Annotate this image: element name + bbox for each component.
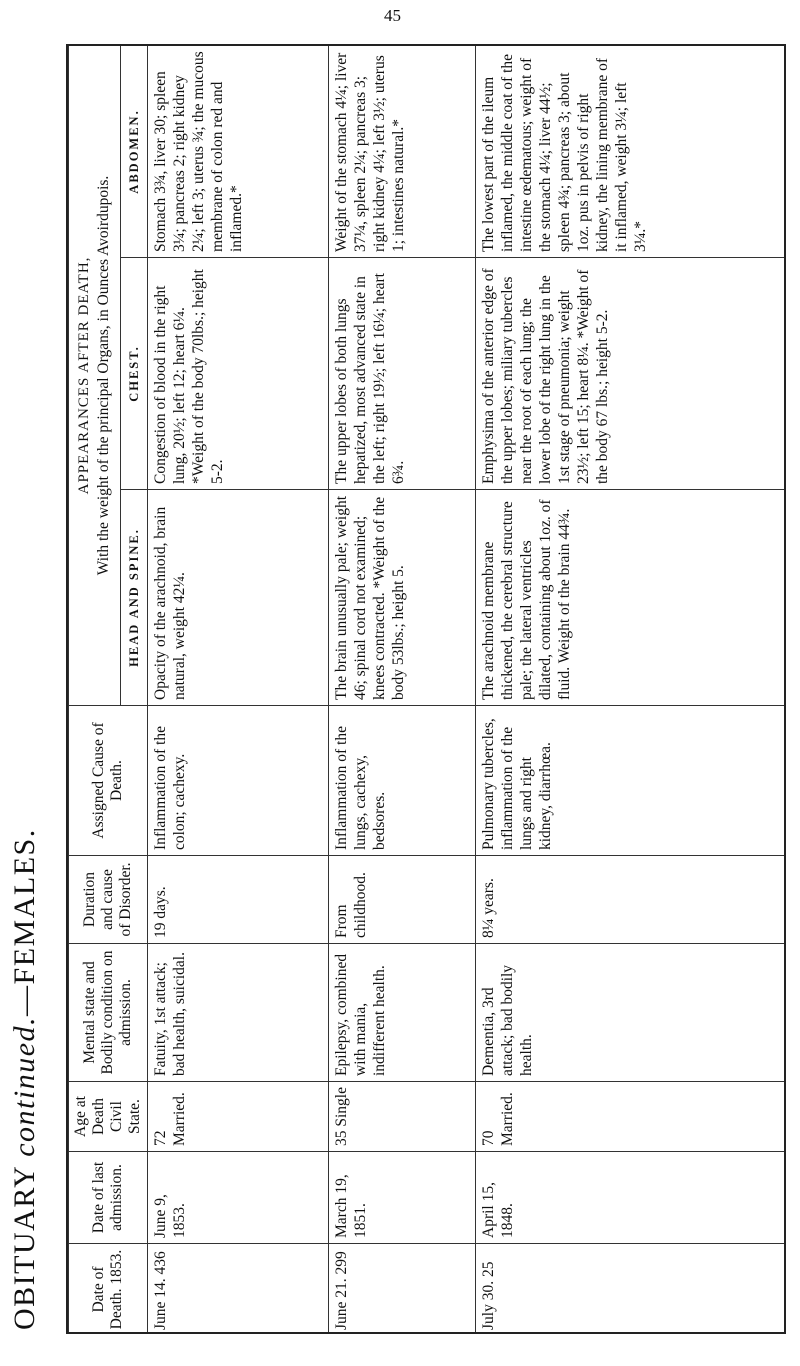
table-row <box>328 45 475 1334</box>
col-chest: CHEST. <box>120 258 147 490</box>
table-row <box>148 45 329 1334</box>
cell-chest: Congestion of blood in the right lung, 20½; left 12; heart 6¼. *Weight of the body 70lbs.; height 5-2. <box>148 258 329 490</box>
cell-mental-state: Epilepsy, combined with mania, indifferent health. <box>328 944 475 1082</box>
page-heading-text <box>8 828 42 1330</box>
cell-duration: 19 days. <box>148 856 329 944</box>
page-heading <box>0 0 54 1366</box>
col-age-state: Age at Death Civil State. <box>69 1082 148 1152</box>
cell-head-spine: The arachnoid membrane thickened, the cerebral structure pale; the lateral ventricles dilated, containing about 1oz. of fluid. Weight of the brain 44¾. <box>475 490 786 706</box>
cell-abdomen: Stomach 3¾, liver 30; spleen 3¼; pancreas 2; right kidney 2¼; left 3; uterus ¾; the mucous membrane of colon red and inflamed.* <box>148 45 329 257</box>
cell-head-spine: Opacity of the arachnoid, brain natural, weight 42¼. <box>148 490 329 706</box>
cell-chest: Emphysima of the anterior edge of the upper lobes; miliary tubercles near the root of each lung; the lower lobe of the right lung in the 1st stage of pneumonia; weight 23½; left 15; heart 8¼. *Weight of the body 67 lbs.; height 5-2. <box>475 258 786 490</box>
col-appearances <box>69 45 121 705</box>
col-last-admission: Date of last admission. <box>69 1152 148 1244</box>
cell-date-of-death: June 14. 436 <box>148 1244 329 1335</box>
appearances-title: APPEARANCES AFTER DEATH, <box>76 256 93 495</box>
col-duration: Duration and cause of Disorder. <box>69 856 148 944</box>
cell-mental-state: Fatuity, 1st attack; bad health, suicidal. <box>148 944 329 1082</box>
cell-age-state: 70 Married. <box>475 1082 786 1152</box>
col-cause: Assigned Cause of Death. <box>69 706 148 856</box>
cell-date-of-death: June 21. 299 <box>328 1244 475 1335</box>
col-mental-state: Mental state and Bodily condition on admission. <box>69 944 148 1082</box>
col-date-of-death: Date of Death. 1853. <box>69 1244 148 1335</box>
cell-abdomen: Weight of the stomach 4¼; liver 37¼, spleen 2¼; pancreas 3; right kidney 4¼; left 3½; uterus 1; intestines natural.* <box>328 45 475 257</box>
cell-mental-state: Dementia, 3rd attack; bad bodily health. <box>475 944 786 1082</box>
cell-cause: Pulmonary tubercles, inflammation of the lungs and right kidney, diarrhœa. <box>475 706 786 856</box>
cell-chest: The upper lobes of both lungs hepatized, most advanced state in the left; right 19½; left 16¼; heart 6¾. <box>328 258 475 490</box>
obituary-table-frame <box>66 44 786 1334</box>
cell-head-spine: The brain unusually pale; weight 46; spinal cord not examined; knees contracted. *Weight of the body 53lbs.; height 5. <box>328 490 475 706</box>
cell-abdomen: The lowest part of the ileum inflamed, the middle coat of the intestine œdematous; weight of the stomach 4¼; liver 44½; spleen 4¾; pancreas 3; about 1oz. pus in pelvis of right kidney, the lining membrane of it inflamed, weight 3¼; left 3¼.* <box>475 45 786 257</box>
cell-last-admission: June 9, 1853. <box>148 1152 329 1244</box>
cell-age-state: 35 Single <box>328 1082 475 1152</box>
cell-date-of-death: July 30. 25 <box>475 1244 786 1335</box>
cell-cause: Inflammation of the lungs, cachexy, bedsores. <box>328 706 475 856</box>
cell-cause: Inflammation of the colon; cachexy. <box>148 706 329 856</box>
heading-main: OBITUARY <box>8 1156 41 1330</box>
header-row-top <box>69 45 121 1334</box>
cell-duration: From childhood. <box>328 856 475 944</box>
heading-emph: continued. <box>8 1015 41 1157</box>
table-row <box>475 45 786 1334</box>
cell-last-admission: April 15, 1848. <box>475 1152 786 1244</box>
page-number: 45 <box>384 6 401 25</box>
obituary-table <box>68 45 786 1334</box>
col-head-spine: HEAD AND SPINE. <box>120 490 147 706</box>
appearances-subtitle: With the weight of the principal Organs, in Ounces Avoirdupois. <box>95 175 113 576</box>
col-abdomen: ABDOMEN. <box>120 45 147 257</box>
cell-last-admission: March 19, 1851. <box>328 1152 475 1244</box>
heading-rest: —FEMALES. <box>8 828 41 1016</box>
obituary-table-rotor <box>68 46 786 1334</box>
cell-age-state: 72 Married. <box>148 1082 329 1152</box>
cell-duration: 8¼ years. <box>475 856 786 944</box>
